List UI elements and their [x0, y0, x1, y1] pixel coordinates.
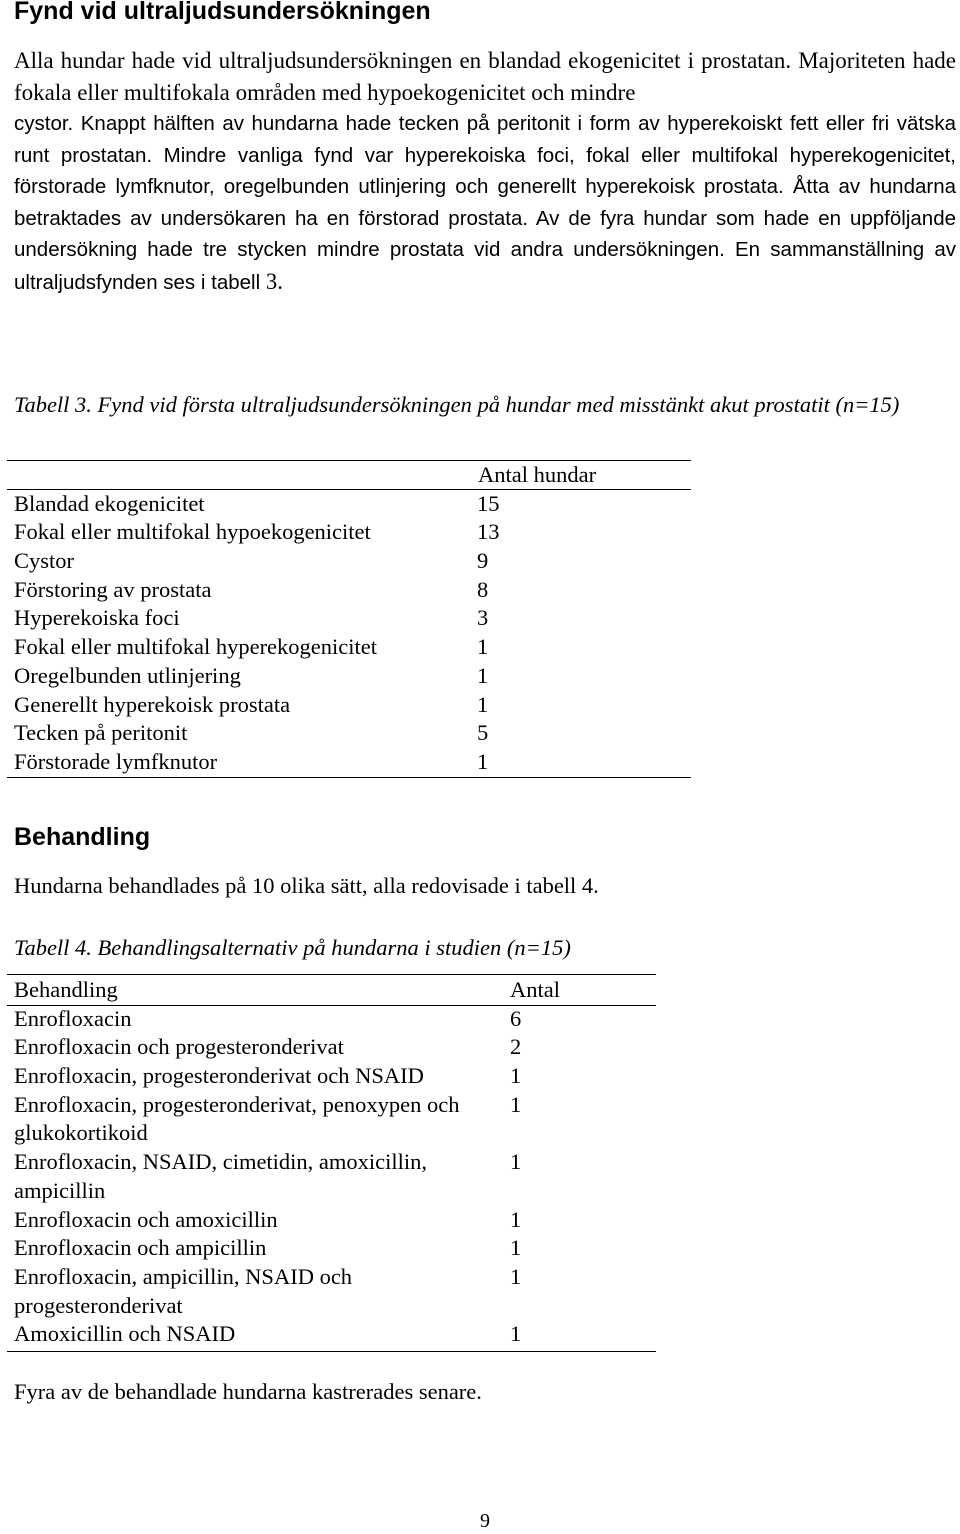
table4-top-rule [7, 974, 656, 975]
table4-row-value: 1 [510, 1063, 522, 1089]
table4 [14, 976, 654, 1349]
table4-row-value: 1 [510, 1321, 522, 1347]
ultrasound-paragraph-end: 3. [265, 268, 283, 294]
table4-row-label: Enrofloxacin [14, 1005, 132, 1031]
table4-row-value: 1 [510, 1235, 522, 1261]
treatment-paragraph: Hundarna behandlades på 10 olika sätt, alla redovisade i tabell 4. [14, 873, 599, 898]
table3-row-value: 1 [477, 662, 489, 688]
table-row [14, 719, 694, 748]
table-row [14, 1062, 654, 1091]
table4-row-label: Enrofloxacin, ampicillin, NSAID och progesteronderivat [14, 1263, 353, 1318]
table4-row-value: 1 [510, 1206, 522, 1232]
table3-row-value: 9 [477, 548, 489, 574]
table4-row-label: Enrofloxacin och progesteronderivat [14, 1034, 344, 1060]
table3-row-value: 1 [477, 691, 489, 717]
table3-row-label: Förstorade lymfknutor [14, 748, 218, 774]
table3-row-value: 5 [477, 720, 489, 746]
table3-header-row [14, 461, 694, 490]
table-row [14, 1033, 654, 1062]
section-heading-ultrasound: Fynd vid ultraljudsundersökningen [14, 0, 431, 25]
table4-row-label: Enrofloxacin, progesteronderivat, penoxypen och glukokortikoid [14, 1091, 460, 1146]
table3-caption: Tabell 3. Fynd vid första ultraljudsundersökningen på hundar med misstänkt akut prostatit (n=15) [14, 392, 900, 417]
table3-row-value: 13 [477, 519, 500, 545]
table4-row-value: 6 [510, 1005, 522, 1031]
table4-header-count: Antal [510, 977, 560, 1002]
table4-header-treatment: Behandling [14, 977, 118, 1002]
table-row [14, 604, 694, 633]
table3-row-value: 3 [477, 605, 489, 631]
table-row [14, 1263, 654, 1320]
table4-row-value: 1 [510, 1149, 522, 1175]
table-row [14, 1206, 654, 1235]
table3-row-label: Cystor [14, 548, 75, 574]
section-heading-treatment: Behandling [14, 823, 151, 851]
table3-row-label: Hyperekoiska foci [14, 605, 180, 631]
table3-row-label: Generellt hyperekoisk prostata [14, 691, 291, 717]
table4-row-value: 2 [510, 1034, 522, 1060]
table-row [14, 691, 694, 720]
table3-row-label: Fokal eller multifokal hyperekogenicitet [14, 634, 378, 660]
table3 [14, 461, 694, 777]
table4-bottom-rule [7, 1351, 656, 1352]
table3-row-value: 1 [477, 748, 489, 774]
table-row [14, 1320, 654, 1349]
table3-row-label: Tecken på peritonit [14, 720, 188, 746]
ultrasound-paragraph-part2 [14, 108, 956, 298]
table-row [14, 748, 694, 777]
table4-header-row [14, 976, 654, 1005]
ultrasound-paragraph-part1: Alla hundar hade vid ultraljudsundersökningen en blandad ekogenicitet i prostatan. Majoriteten hade fokala eller multifokala områden med hypoekogenicitet och mindre [14, 48, 956, 105]
table-row [14, 662, 694, 691]
table-row [14, 576, 694, 605]
table-row [14, 547, 694, 576]
table-row [14, 490, 694, 519]
table3-row-label: Blandad ekogenicitet [14, 490, 205, 516]
table4-row-label: Amoxicillin och NSAID [14, 1321, 236, 1347]
table4-row-label: Enrofloxacin och ampicillin [14, 1235, 267, 1261]
table4-row-label: Enrofloxacin och amoxicillin [14, 1206, 278, 1232]
page-number: 9 [480, 1510, 490, 1532]
table4-row-label: Enrofloxacin, NSAID, cimetidin, amoxicillin, ampicillin [14, 1149, 428, 1203]
table3-row-label: Oregelbunden utlinjering [14, 662, 241, 688]
table-row [14, 633, 694, 662]
table3-row-value: 1 [477, 634, 489, 660]
table3-row-value: 15 [477, 490, 500, 516]
table3-row-value: 8 [477, 576, 489, 602]
table3-header-count: Antal hundar [478, 462, 597, 487]
table4-row-value: 1 [510, 1263, 522, 1289]
table-row [14, 1005, 654, 1034]
table4-row-value: 1 [510, 1091, 522, 1117]
ultrasound-paragraph-text: cystor. Knappt hälften av hundarna hade tecken på peritonit i form av hyperekoiskt fett eller fri vätska runt prostatan. Mindre vanliga fynd var hyperekoiska foci, fokal eller multifokal hyperekogenicitet, förstorade lymfknutor, oregelbunden utlinjering och generellt hyperekoisk prostata. Åtta av hundarna betraktades av undersökaren ha en förstorad prostata. Av de fyra hundar som hade en uppföljande undersökning hade tre stycken mindre prostata vid andra undersökningen. En sammanställning av ultraljudsfynden ses i tabell [14, 112, 956, 294]
table4-row-label: Enrofloxacin, progesteronderivat och NSAID [14, 1063, 424, 1089]
table3-bottom-rule [7, 777, 691, 778]
table3-row-label: Förstoring av prostata [14, 576, 212, 602]
table-row [14, 1091, 654, 1148]
table-row [14, 1234, 654, 1263]
table-row [14, 518, 694, 547]
table-row [14, 1148, 654, 1205]
table4-caption: Tabell 4. Behandlingsalternativ på hundarna i studien (n=15) [14, 935, 571, 960]
table3-row-label: Fokal eller multifokal hypoekogenicitet [14, 519, 371, 545]
castration-note: Fyra av de behandlade hundarna kastrerades senare. [14, 1379, 482, 1404]
